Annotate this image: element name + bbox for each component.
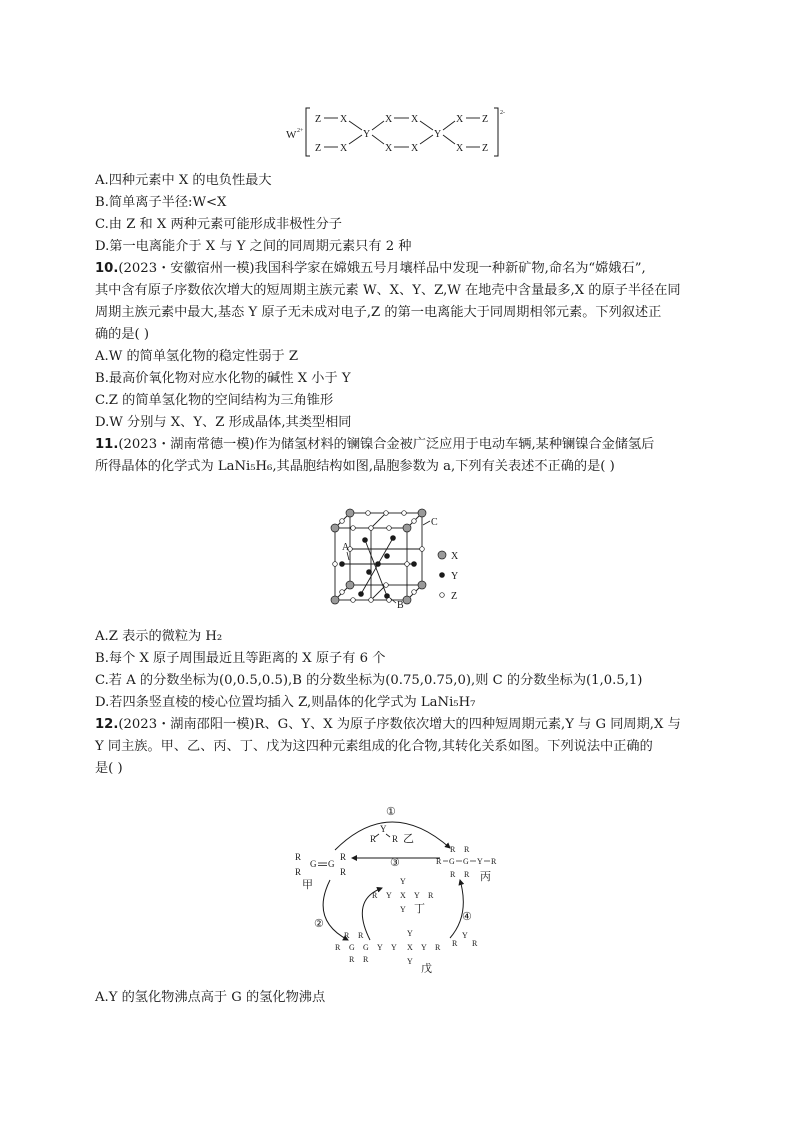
reagent-y: Y: [462, 931, 468, 940]
wu-y: Y: [377, 943, 383, 952]
wu-g: G: [349, 943, 355, 952]
q12-number: 12.: [95, 717, 119, 732]
wu-y: Y: [407, 957, 413, 966]
atom-x: X: [340, 143, 348, 154]
q11-text: (2023・湖南常德一模)作为储氢材料的镧镍合金被广泛应用于电动车辆,某种镧镍合金储氢后: [118, 437, 655, 452]
ding-y: Y: [414, 891, 420, 900]
bing-y: Y: [477, 857, 483, 866]
q10-option-c: C.Z 的简单氢化物的空间结构为三角锥形: [95, 393, 334, 408]
yi-r: R: [392, 834, 399, 844]
q9-option-d: D.第一电离能介于 X 与 Y 之间的同周期元素只有 2 种: [95, 239, 412, 254]
wu-r: R: [435, 943, 441, 952]
q10-text: (2023・安徽宿州一模)我国科学家在嫦娥五号月壤样品中发现一种新矿物,命名为“嫦娥石”,: [118, 261, 646, 276]
q10-option-a: A.W 的简单氢化物的稳定性弱于 Z: [95, 349, 299, 364]
legend-z: Z: [451, 591, 458, 602]
bing-r: R: [436, 857, 442, 866]
q11-option-a: A.Z 表示的微粒为 H₂: [95, 629, 223, 644]
bing-g: G: [463, 857, 469, 866]
reagent-r: R: [472, 939, 478, 948]
bing-g: G: [449, 857, 455, 866]
jia-g: G: [310, 859, 317, 869]
q12-text: (2023・湖南邵阳一模)R、G、Y、X 为原子序数依次增大的四种短周期元素,Y 与 G 同周期,X 与: [118, 717, 681, 732]
atom-x: X: [385, 143, 393, 154]
q9-option-a: A.四种元素中 X 的电负性最大: [95, 173, 272, 188]
atom-z: Z: [315, 143, 322, 154]
q10-stem-line3: 周期主族元素中最大,基态 Y 原子无未成对电子,Z 的第一电离能大于同周期相邻元素。下列叙述正: [95, 305, 662, 320]
yi-y: Y: [380, 824, 387, 834]
ding-y: Y: [400, 877, 406, 886]
cation-charge: 2+: [297, 128, 304, 134]
wu-r: R: [358, 931, 364, 940]
jia-r: R: [340, 852, 347, 862]
anion-structure-figure: [280, 104, 520, 160]
conversion-diagram: [290, 800, 520, 980]
bing-r: R: [450, 870, 456, 879]
q11-stem-line2: 所得晶体的化学式为 LaNi₅H₆,其晶胞结构如图,晶胞参数为 a,下列有关表述不正确的是( ): [95, 459, 615, 474]
atom-z: Z: [315, 114, 322, 125]
q12-option-a: A.Y 的氢化物沸点高于 G 的氢化物沸点: [95, 990, 326, 1005]
label-c: C: [431, 517, 438, 528]
q9-option-b: B.简单离子半径:W<X: [95, 195, 227, 210]
jia-r: R: [295, 867, 302, 877]
ding-x: X: [400, 891, 406, 900]
bing-label: 丙: [480, 871, 491, 883]
reagent-r: R: [452, 939, 458, 948]
label-b: B: [397, 600, 404, 611]
jia-r: R: [340, 867, 347, 877]
q10-option-d: D.W 分别与 X、Y、Z 形成晶体,其类型相同: [95, 415, 352, 430]
atom-x: X: [411, 143, 419, 154]
wu-y: Y: [421, 943, 427, 952]
wu-y: Y: [407, 929, 413, 938]
atom-x: X: [456, 143, 464, 154]
bing-r: R: [491, 857, 497, 866]
q10-stem-line4: 确的是( ): [95, 327, 150, 342]
wu-r: R: [344, 931, 350, 940]
crystal-cell-figure: [325, 508, 475, 614]
wu-r: R: [363, 955, 369, 964]
legend-y: Y: [451, 571, 459, 582]
ding-label: 丁: [414, 903, 425, 915]
q10-number: 10.: [95, 261, 119, 276]
yi-r: R: [370, 834, 377, 844]
step-4-label: ④: [462, 911, 472, 923]
wu-y: Y: [391, 943, 397, 952]
atom-y: Y: [434, 129, 442, 140]
step-2-label: ②: [314, 918, 324, 930]
wu-x: X: [407, 943, 413, 952]
q9-option-c: C.由 Z 和 X 两种元素可能形成非极性分子: [95, 217, 342, 232]
q12-stem-line2: Y 同主族。甲、乙、丙、丁、戊为这四种元素组成的化合物,其转化关系如图。下列说法中正确的: [95, 739, 653, 754]
wu-label: 戊: [421, 963, 432, 975]
wu-r: R: [335, 943, 341, 952]
bing-r: R: [464, 870, 470, 879]
q10-stem-line2: 其中含有原子序数依次增大的短周期主族元素 W、X、Y、Z,W 在地壳中含量最多,X 的原子半径在同: [95, 283, 681, 298]
q10-stem-line1: [95, 259, 705, 279]
atom-x: X: [411, 114, 419, 125]
ding-y: Y: [386, 891, 392, 900]
atom-z: Z: [482, 114, 489, 125]
atom-y: Y: [363, 129, 371, 140]
q11-option-c: C.若 A 的分数坐标为(0,0.5,0.5),B 的分数坐标为(0.75,0.75,0),则 C 的分数坐标为(1,0.5,1): [95, 673, 643, 688]
bing-r: R: [464, 845, 470, 854]
ding-y: Y: [400, 905, 406, 914]
atom-z: Z: [482, 143, 489, 154]
q12-stem-line3: 是( ): [95, 761, 123, 776]
legend-x: X: [451, 551, 459, 562]
atom-x: X: [340, 114, 348, 125]
step-3-label: ③: [390, 857, 400, 869]
label-a: A: [342, 542, 350, 553]
jia-g: G: [328, 859, 335, 869]
ding-r: R: [372, 891, 378, 900]
q11-option-d: D.若四条竖直棱的棱心位置均插入 Z,则晶体的化学式为 LaNi₅H₇: [95, 695, 476, 710]
atom-x: X: [456, 114, 464, 125]
jia-label: 甲: [302, 879, 313, 891]
step-1-label: ①: [386, 806, 396, 818]
wu-r: R: [349, 955, 355, 964]
jia-r: R: [295, 852, 302, 862]
ding-r: R: [428, 891, 434, 900]
anion-charge: 2-: [500, 110, 505, 116]
q10-option-b: B.最高价氧化物对应水化物的碱性 X 小于 Y: [95, 371, 351, 386]
q12-stem-line1: [95, 715, 705, 735]
q11-option-b: B.每个 X 原子周围最近且等距离的 X 原子有 6 个: [95, 651, 386, 666]
wu-g: G: [363, 943, 369, 952]
q11-stem-line1: [95, 435, 705, 455]
q11-number: 11.: [95, 437, 119, 452]
bing-r: R: [450, 845, 456, 854]
cation-label: W: [286, 129, 297, 141]
yi-label: 乙: [403, 833, 414, 845]
atom-x: X: [385, 114, 393, 125]
